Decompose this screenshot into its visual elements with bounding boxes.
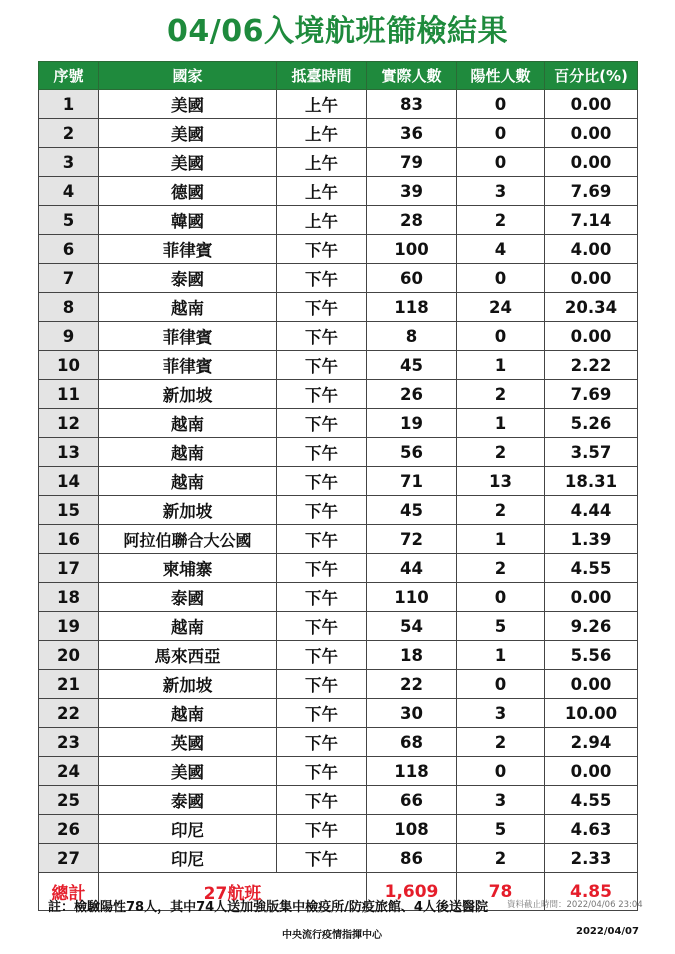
cell-country: 馬來西亞 <box>99 641 277 670</box>
cell-arrival-time: 下午 <box>277 322 367 351</box>
cell-country: 泰國 <box>99 786 277 815</box>
table-row <box>39 206 638 235</box>
cell-actual-count: 45 <box>367 351 457 380</box>
cell-positive-count: 2 <box>457 728 545 757</box>
cell-country: 越南 <box>99 438 277 467</box>
cell-actual-count: 19 <box>367 409 457 438</box>
cell-arrival-time: 下午 <box>277 728 367 757</box>
cell-country: 菲律賓 <box>99 351 277 380</box>
cell-actual-count: 108 <box>367 815 457 844</box>
cell-actual-count: 54 <box>367 612 457 641</box>
cell-seq: 19 <box>39 612 99 641</box>
cell-seq: 14 <box>39 467 99 496</box>
cell-positive-count: 0 <box>457 90 545 119</box>
header-seq: 序號 <box>39 62 99 90</box>
cell-positive-count: 3 <box>457 786 545 815</box>
cell-arrival-time: 下午 <box>277 612 367 641</box>
header-actual-count: 實際人數 <box>367 62 457 90</box>
cell-positive-count: 13 <box>457 467 545 496</box>
table-row <box>39 177 638 206</box>
cell-percent: 4.44 <box>545 496 638 525</box>
cell-country: 菲律賓 <box>99 235 277 264</box>
cell-seq: 13 <box>39 438 99 467</box>
table-row <box>39 525 638 554</box>
footer-organization: 中央流行疫情指揮中心 <box>282 930 382 941</box>
cell-positive-count: 0 <box>457 148 545 177</box>
cell-positive-count: 0 <box>457 119 545 148</box>
cell-positive-count: 0 <box>457 583 545 612</box>
cell-seq: 11 <box>39 380 99 409</box>
cell-country: 越南 <box>99 612 277 641</box>
cell-country: 越南 <box>99 293 277 322</box>
cell-country: 美國 <box>99 757 277 786</box>
cell-seq: 2 <box>39 119 99 148</box>
cell-percent: 0.00 <box>545 119 638 148</box>
cell-country: 泰國 <box>99 264 277 293</box>
cell-actual-count: 66 <box>367 786 457 815</box>
table-row <box>39 293 638 322</box>
cell-seq: 22 <box>39 699 99 728</box>
cell-country: 新加坡 <box>99 670 277 699</box>
cell-country: 菲律賓 <box>99 322 277 351</box>
table-row <box>39 612 638 641</box>
cell-seq: 6 <box>39 235 99 264</box>
cell-country: 美國 <box>99 119 277 148</box>
cell-actual-count: 44 <box>367 554 457 583</box>
cell-positive-count: 3 <box>457 699 545 728</box>
cell-arrival-time: 上午 <box>277 206 367 235</box>
cell-positive-count: 1 <box>457 409 545 438</box>
cell-actual-count: 8 <box>367 322 457 351</box>
cell-actual-count: 22 <box>367 670 457 699</box>
cell-positive-count: 2 <box>457 380 545 409</box>
cell-positive-count: 24 <box>457 293 545 322</box>
cell-actual-count: 60 <box>367 264 457 293</box>
cell-positive-count: 5 <box>457 612 545 641</box>
cell-arrival-time: 下午 <box>277 757 367 786</box>
table-row <box>39 641 638 670</box>
table-row <box>39 235 638 264</box>
cell-country: 新加坡 <box>99 496 277 525</box>
header-arrival-time: 抵臺時間 <box>277 62 367 90</box>
total-flights: 27航班 <box>99 873 367 911</box>
cell-percent: 0.00 <box>545 90 638 119</box>
cell-positive-count: 1 <box>457 525 545 554</box>
cell-country: 美國 <box>99 148 277 177</box>
cell-arrival-time: 下午 <box>277 641 367 670</box>
cell-country: 印尼 <box>99 815 277 844</box>
cell-actual-count: 26 <box>367 380 457 409</box>
cell-arrival-time: 上午 <box>277 119 367 148</box>
table-row <box>39 815 638 844</box>
table-row <box>39 148 638 177</box>
table-row <box>39 264 638 293</box>
cell-positive-count: 4 <box>457 235 545 264</box>
cell-percent: 0.00 <box>545 264 638 293</box>
cell-percent: 4.63 <box>545 815 638 844</box>
cell-percent: 3.57 <box>545 438 638 467</box>
cell-arrival-time: 下午 <box>277 815 367 844</box>
cell-country: 泰國 <box>99 583 277 612</box>
cell-percent: 4.55 <box>545 786 638 815</box>
cell-percent: 1.39 <box>545 525 638 554</box>
cell-percent: 2.94 <box>545 728 638 757</box>
table-row <box>39 728 638 757</box>
cell-arrival-time: 下午 <box>277 438 367 467</box>
cell-arrival-time: 下午 <box>277 525 367 554</box>
table-body <box>39 90 638 911</box>
cell-percent: 20.34 <box>545 293 638 322</box>
total-label: 總計 <box>39 873 99 911</box>
cell-actual-count: 86 <box>367 844 457 873</box>
cell-seq: 26 <box>39 815 99 844</box>
table-row <box>39 554 638 583</box>
cell-arrival-time: 上午 <box>277 177 367 206</box>
cell-actual-count: 118 <box>367 293 457 322</box>
cell-country: 美國 <box>99 90 277 119</box>
cell-seq: 23 <box>39 728 99 757</box>
cell-actual-count: 39 <box>367 177 457 206</box>
cell-actual-count: 36 <box>367 119 457 148</box>
cell-percent: 2.22 <box>545 351 638 380</box>
cell-actual-count: 30 <box>367 699 457 728</box>
header-country: 國家 <box>99 62 277 90</box>
cell-country: 越南 <box>99 699 277 728</box>
cell-actual-count: 71 <box>367 467 457 496</box>
cell-arrival-time: 下午 <box>277 583 367 612</box>
cell-seq: 1 <box>39 90 99 119</box>
cell-arrival-time: 上午 <box>277 90 367 119</box>
footnote: 註：檢驗陽性78人，其中74人送加強版集中檢疫所/防疫旅館、4人後送醫院 <box>48 900 488 915</box>
cell-positive-count: 5 <box>457 815 545 844</box>
cell-percent: 9.26 <box>545 612 638 641</box>
total-positive: 78 <box>457 873 545 911</box>
cell-positive-count: 0 <box>457 757 545 786</box>
cell-seq: 15 <box>39 496 99 525</box>
cell-country: 越南 <box>99 467 277 496</box>
cell-actual-count: 100 <box>367 235 457 264</box>
cell-percent: 5.56 <box>545 641 638 670</box>
cell-arrival-time: 下午 <box>277 380 367 409</box>
cell-seq: 5 <box>39 206 99 235</box>
cell-country: 阿拉伯聯合大公國 <box>99 525 277 554</box>
cell-arrival-time: 上午 <box>277 148 367 177</box>
cell-percent: 0.00 <box>545 322 638 351</box>
total-people: 1,609 <box>367 873 457 911</box>
cell-positive-count: 0 <box>457 264 545 293</box>
cell-actual-count: 28 <box>367 206 457 235</box>
footer-date: 2022/04/07 <box>576 926 639 937</box>
cell-arrival-time: 下午 <box>277 264 367 293</box>
cell-seq: 9 <box>39 322 99 351</box>
cell-arrival-time: 下午 <box>277 467 367 496</box>
cell-actual-count: 72 <box>367 525 457 554</box>
cell-country: 越南 <box>99 409 277 438</box>
cell-percent: 7.69 <box>545 177 638 206</box>
cell-actual-count: 83 <box>367 90 457 119</box>
cell-seq: 4 <box>39 177 99 206</box>
cell-actual-count: 110 <box>367 583 457 612</box>
cell-percent: 2.33 <box>545 844 638 873</box>
cell-country: 新加坡 <box>99 380 277 409</box>
cell-arrival-time: 下午 <box>277 786 367 815</box>
table-row <box>39 90 638 119</box>
cell-positive-count: 2 <box>457 496 545 525</box>
cell-percent: 18.31 <box>545 467 638 496</box>
cell-seq: 24 <box>39 757 99 786</box>
table-row <box>39 583 638 612</box>
cell-seq: 25 <box>39 786 99 815</box>
cell-positive-count: 0 <box>457 322 545 351</box>
page-title: 04/06入境航班篩檢結果 <box>167 14 508 49</box>
cell-percent: 7.14 <box>545 206 638 235</box>
cell-percent: 4.55 <box>545 554 638 583</box>
cell-actual-count: 79 <box>367 148 457 177</box>
cell-seq: 16 <box>39 525 99 554</box>
screening-results-table <box>38 61 638 911</box>
cell-seq: 21 <box>39 670 99 699</box>
cell-actual-count: 56 <box>367 438 457 467</box>
cell-seq: 20 <box>39 641 99 670</box>
table-row <box>39 786 638 815</box>
cell-percent: 5.26 <box>545 409 638 438</box>
cell-arrival-time: 下午 <box>277 409 367 438</box>
cell-seq: 12 <box>39 409 99 438</box>
cell-percent: 10.00 <box>545 699 638 728</box>
cell-arrival-time: 下午 <box>277 554 367 583</box>
table-row <box>39 670 638 699</box>
table-row <box>39 496 638 525</box>
cell-positive-count: 1 <box>457 641 545 670</box>
table-row <box>39 467 638 496</box>
cell-positive-count: 3 <box>457 177 545 206</box>
cell-positive-count: 2 <box>457 206 545 235</box>
cell-positive-count: 2 <box>457 438 545 467</box>
cell-country: 德國 <box>99 177 277 206</box>
cell-percent: 4.00 <box>545 235 638 264</box>
cell-actual-count: 45 <box>367 496 457 525</box>
cell-country: 印尼 <box>99 844 277 873</box>
table-row <box>39 438 638 467</box>
table-row <box>39 699 638 728</box>
cell-country: 韓國 <box>99 206 277 235</box>
cell-actual-count: 18 <box>367 641 457 670</box>
table-row <box>39 844 638 873</box>
cell-arrival-time: 下午 <box>277 293 367 322</box>
cell-seq: 18 <box>39 583 99 612</box>
cell-country: 柬埔寨 <box>99 554 277 583</box>
cell-seq: 7 <box>39 264 99 293</box>
cell-seq: 17 <box>39 554 99 583</box>
cell-positive-count: 2 <box>457 554 545 583</box>
cell-seq: 8 <box>39 293 99 322</box>
cell-seq: 10 <box>39 351 99 380</box>
table-row <box>39 409 638 438</box>
header-positive-count: 陽性人數 <box>457 62 545 90</box>
cell-percent: 0.00 <box>545 583 638 612</box>
table-row <box>39 351 638 380</box>
cell-seq: 27 <box>39 844 99 873</box>
cell-actual-count: 118 <box>367 757 457 786</box>
cell-positive-count: 1 <box>457 351 545 380</box>
cell-percent: 0.00 <box>545 148 638 177</box>
cell-arrival-time: 下午 <box>277 699 367 728</box>
table-row <box>39 322 638 351</box>
cell-percent: 0.00 <box>545 757 638 786</box>
cell-positive-count: 2 <box>457 844 545 873</box>
cell-seq: 3 <box>39 148 99 177</box>
header-percent: 百分比(%) <box>545 62 638 90</box>
cell-arrival-time: 下午 <box>277 496 367 525</box>
cell-arrival-time: 下午 <box>277 351 367 380</box>
total-percent: 4.85 <box>545 873 638 911</box>
cell-arrival-time: 下午 <box>277 235 367 264</box>
cell-positive-count: 0 <box>457 670 545 699</box>
table-row <box>39 757 638 786</box>
cell-percent: 0.00 <box>545 670 638 699</box>
cell-country: 英國 <box>99 728 277 757</box>
cell-percent: 7.69 <box>545 380 638 409</box>
table-row <box>39 380 638 409</box>
cell-actual-count: 68 <box>367 728 457 757</box>
table-row <box>39 119 638 148</box>
table-header-row <box>39 62 638 90</box>
cell-arrival-time: 下午 <box>277 670 367 699</box>
data-cutoff-time: 資料截止時間：2022/04/06 23:04 <box>507 900 643 910</box>
cell-arrival-time: 下午 <box>277 844 367 873</box>
